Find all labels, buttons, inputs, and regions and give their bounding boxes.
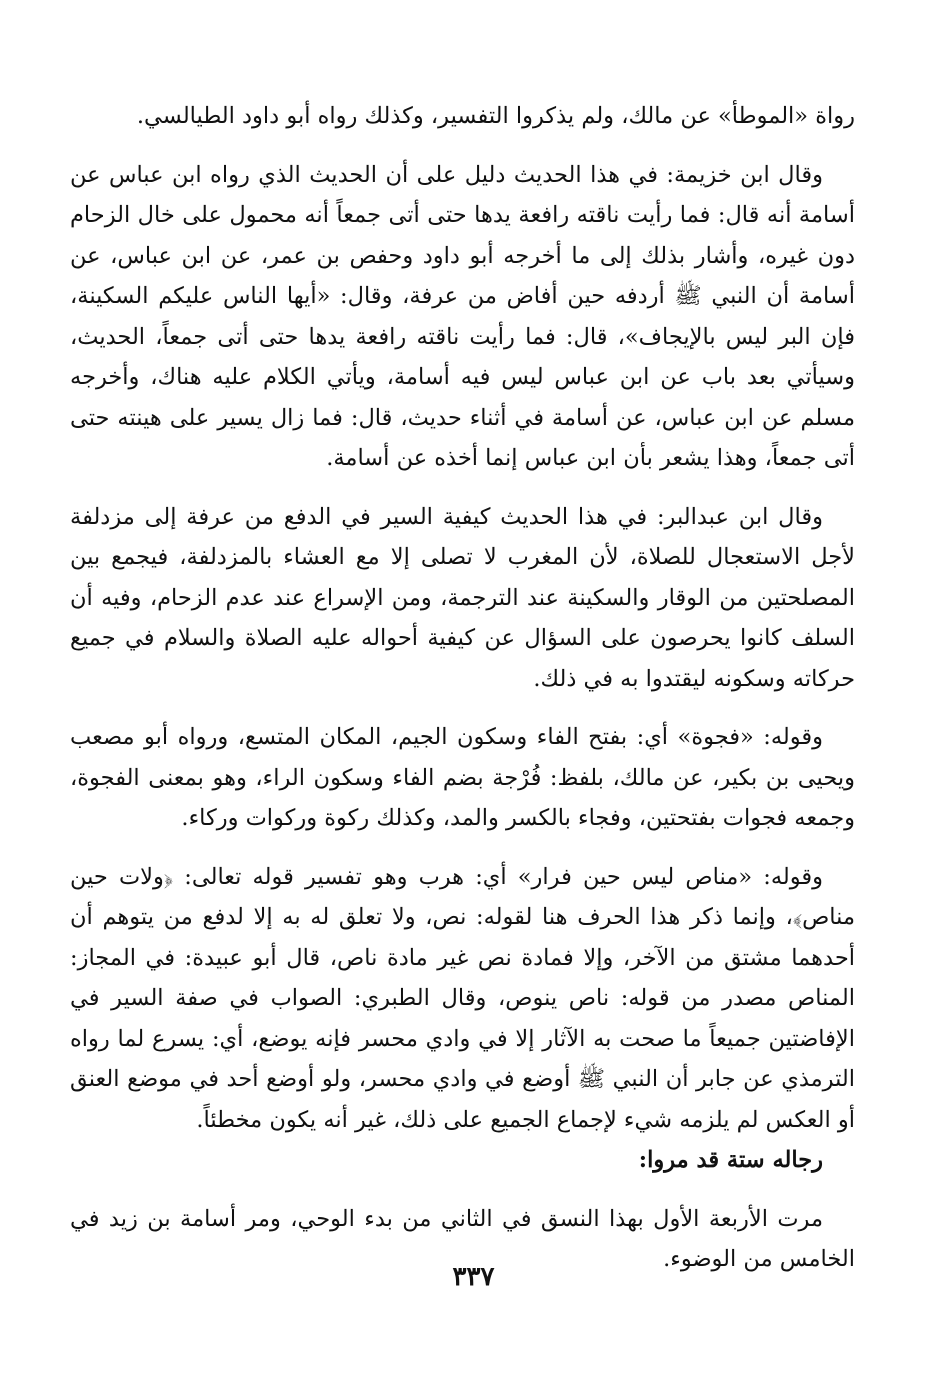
paragraph-3: وقال ابن عبدالبر: في هذا الحديث كيفية السير في الدفع من عرفة إلى مزدلفة لأجل الاستعجال للصلاة، لأن المغرب لا تصلى إلا مع العشاء بالمزدلفة، فيجمع بين المصلحتين من الوقار والسكينة عند الترجمة، ومن الإسراع عند عدم الزحام، وفيه أن السلف كانوا يحرصون على السؤال عن كيفية أحواله عليه الصلاة والسلام في جميع حركاته وسكونه ليقتدوا به في ذلك. xyxy=(70,503,855,692)
paragraph-4: وقوله: «فجوة» أي: بفتح الفاء وسكون الجيم، المكان المتسع، ورواه أبو مصعب ويحيى بن بكير، عن مالك، بلفظ: فُرْجة بضم الفاء وسكون الراء، وهو بمعنى الفجوة، وجمعه فجوات بفتحتين، وفجاء بالكسر والمد، وكذلك ركوة وركوات وركاء. xyxy=(70,724,855,831)
page-body xyxy=(70,96,855,1280)
paragraph-2: وقال ابن خزيمة: في هذا الحديث دليل على أن الحديث الذي رواه ابن عباس عن أسامة أنه قال: فما رأيت ناقته رافعة يدها حتى أتى جمعاً أنه محمول على خال الزحام دون غيره، وأشار بذلك إلى ما أخرجه أبو داود وحفص بن عمر، عن ابن عباس، عن أسامة أن النبي ﷺ أردفه حين أفاض من عرفة، وقال: «أيها الناس عليكم السكينة، فإن البر ليس بالإيجاف»، قال: فما رأيت ناقته رافعة يدها حتى أتى جمعاً، الحديث، وسيأتي بعد باب عن ابن عباس ليس فيه أسامة، ويأتي الكلام عليه هناك، وأخرجه مسلم عن ابن عباس، عن أسامة في أثناء حديث، قال: فما زال يسير على هينته حتى أتى جمعاً، وهذا يشعر بأن ابن عباس إنما أخذه عن أسامة. xyxy=(70,161,855,471)
page-number: ٣٣٧ xyxy=(452,1262,495,1292)
narrators-heading: رجاله ستة قد مروا: xyxy=(638,1147,823,1173)
paragraph-1: رواة «الموطأ» عن مالك، ولم يذكروا التفسير، وكذلك رواه أبو داود الطيالسي. xyxy=(136,103,855,129)
narrators-paragraph: مرت الأربعة الأول بهذا النسق في الثاني من بدء الوحي، ومر أسامة بن زيد في الخامس من الوضوء. xyxy=(70,1205,855,1272)
paragraph-5: وقوله: «مناص ليس حين فرار» أي: هرب وهو تفسير قوله تعالى: ﴿ولات حين مناص﴾، وإنما ذكر هذا الحرف هنا لقوله: نص، ولا تعلق له به إلا لدفع من يتوهم أن أحدهما مشتق من الآخر، وإلا فمادة نص غير مادة ناص، قال أبو عبيدة: في المجاز: المناص مصدر من قوله: ناص ينوص، وقال الطبري: الصواب في صفة السير في الإفاضتين جميعاً ما صحت به الآثار إلا في وادي محسر فإنه يوضع، أي: يسرع لما رواه الترمذي عن جابر أن النبي ﷺ أوضع في وادي محسر، ولو أوضع أحد في موضع العنق أو العكس لم يلزمه شيء لإجماع الجميع على ذلك، غير أنه يكون مخطئاً. xyxy=(70,863,855,1133)
